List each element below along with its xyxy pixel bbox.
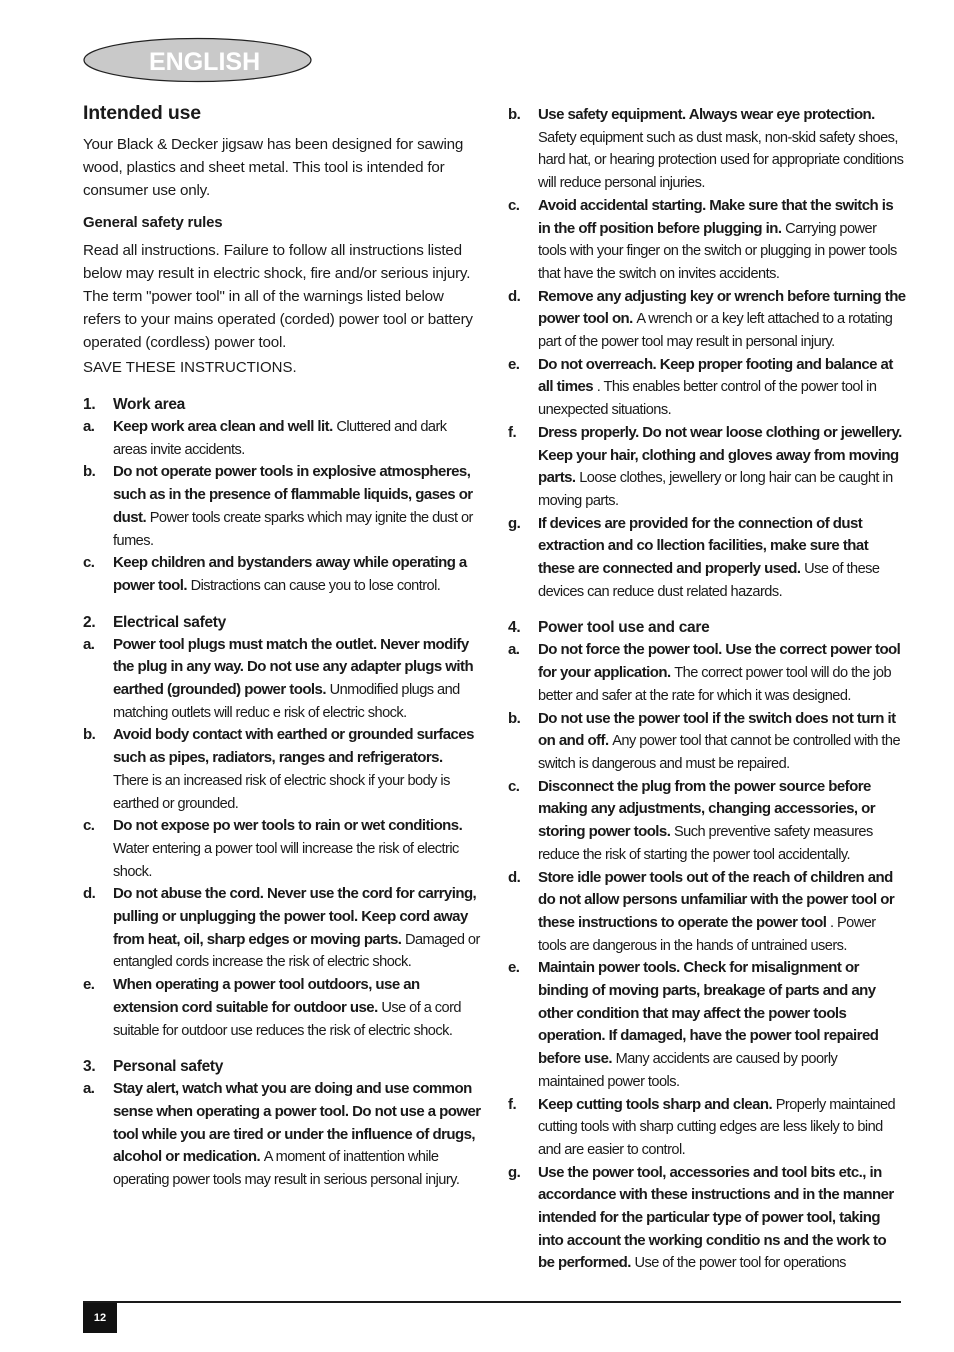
item-bold: Do not overreach. Keep proper footing and balance at all times bbox=[538, 355, 893, 396]
item-text: Any power tool that cannot be controlled with the switch is dangerous and must be repaired. bbox=[538, 733, 901, 772]
language-badge bbox=[83, 37, 312, 83]
item-text: Distractions can cause you to lose control. bbox=[190, 577, 441, 594]
item-bold: Use the power tool, accessories and tool bits etc., in accordance with these instructions and in the manner intended for the particular type of power tool, taking into account the working conditio ns and the work to be performed. bbox=[538, 1163, 894, 1272]
list-item bbox=[83, 724, 481, 815]
item-label: c. bbox=[83, 817, 95, 835]
item-bold: Power tool plugs must match the outlet. Never modify the plug in any way. Do not use any adapter plugs with earthed (grounded) power tools. bbox=[113, 635, 474, 699]
section-number: 4. bbox=[508, 619, 521, 637]
item-bold: Keep children and bystanders away while operating a power tool. bbox=[113, 554, 467, 594]
item-label: f. bbox=[508, 1095, 517, 1113]
item-label: c. bbox=[83, 554, 95, 572]
item-text: Water entering a power tool will increase the risk of electric shock. bbox=[113, 840, 459, 880]
item-text: The correct power tool will do the job better and safer at the rate for which it was designed. bbox=[538, 665, 892, 704]
list-item bbox=[83, 974, 481, 1042]
list-item bbox=[83, 815, 481, 883]
section-power-tool-use bbox=[508, 616, 906, 1275]
list-item bbox=[508, 104, 906, 195]
section-number: 2. bbox=[83, 613, 96, 631]
item-label: e. bbox=[508, 355, 520, 373]
item-bold: Keep cutting tools sharp and clean. bbox=[538, 1095, 773, 1113]
section-title: Power tool use and care bbox=[538, 619, 710, 637]
list-item bbox=[83, 461, 481, 552]
list-item bbox=[83, 416, 481, 461]
item-text: Many accidents are caused by poorly maintained power tools. bbox=[538, 1051, 838, 1090]
list-item bbox=[508, 708, 906, 776]
item-label: g. bbox=[508, 1163, 521, 1181]
item-bold: Do not operate power tools in explosive atmospheres, such as in the presence of flammable liquids, gases or dust. bbox=[113, 463, 473, 526]
list-item bbox=[508, 354, 906, 422]
item-label: d. bbox=[83, 885, 96, 903]
list-item bbox=[508, 957, 906, 1093]
item-label: b. bbox=[508, 106, 521, 123]
list-item bbox=[508, 422, 906, 513]
list-item bbox=[83, 883, 481, 974]
item-text: Damaged or entangled cords increase the risk of electric shock. bbox=[113, 931, 480, 971]
section-title: Personal safety bbox=[113, 1058, 224, 1076]
item-text: Unmodified plugs and matching outlets will reduc e risk of electric shock. bbox=[113, 682, 460, 721]
list-item bbox=[83, 634, 481, 725]
item-bold: Do not abuse the cord. Never use the cord for carrying, pulling or unplugging the power tool. Keep cord away from heat, oil, sharp edges or moving parts. bbox=[113, 885, 477, 948]
list-item bbox=[508, 195, 906, 286]
item-bold: When operating a power tool outdoors, use an extension cord suitable for outdoor use. bbox=[113, 976, 420, 1016]
item-text: Carrying power tools with your finger on the switch or plugging in power tools that have the switch on invites accidents. bbox=[538, 220, 897, 282]
section-work-area bbox=[83, 393, 481, 598]
section-number: 3. bbox=[83, 1058, 96, 1076]
page-number: 12 bbox=[83, 1303, 117, 1333]
item-label: d. bbox=[508, 868, 521, 886]
item-text: Use of the power tool for operations bbox=[634, 1255, 846, 1272]
item-text: Power tools create sparks which may ignite the dust or fumes. bbox=[113, 509, 473, 549]
list-item bbox=[508, 286, 906, 354]
item-bold: Keep work area clean and well lit. bbox=[113, 418, 333, 435]
language-label: ENGLISH bbox=[149, 48, 261, 76]
item-text: Use of a cord suitable for outdoor use reduces the risk of electric shock. bbox=[113, 999, 461, 1039]
item-text: Use of these devices can reduce dust related hazards. bbox=[538, 561, 880, 600]
left-column bbox=[83, 102, 481, 1192]
item-bold: Maintain power tools. Check for misalignment or binding of moving parts, breakage of parts and any other condition that may affect the power tools operation. If damaged, have the power tool repaired before use. bbox=[538, 959, 879, 1068]
item-bold: If devices are provided for the connection of dust extraction and co llection facilities, make sure that these are connected and properly used. bbox=[538, 514, 869, 578]
item-text: A wrench or a key left attached to a rotating part of the power tool may result in personal injury. bbox=[538, 311, 893, 351]
general-safety-text: Read all instructions. Failure to follow all instructions listed below may result in electric shock, fire and/or serious injury. The term "power tool" in all of the warnings listed below refers to your mains operated (corded) power tool or battery operated (cordless) power tool. bbox=[83, 242, 473, 351]
save-instructions: SAVE THESE INSTRUCTIONS. bbox=[83, 359, 297, 376]
item-label: a. bbox=[83, 1080, 95, 1098]
section-number: 1. bbox=[83, 396, 96, 413]
general-safety-title: General safety rules bbox=[83, 214, 223, 231]
list-item bbox=[508, 639, 906, 707]
item-label: c. bbox=[508, 196, 520, 214]
item-label: d. bbox=[508, 287, 521, 305]
item-label: b. bbox=[83, 726, 96, 744]
section-personal-safety bbox=[83, 1055, 481, 1192]
list-item bbox=[508, 1094, 906, 1162]
item-bold: Disconnect the plug from the power source before making any adjustments, changing accessories, or storing power tools. bbox=[538, 777, 876, 841]
item-bold: Store idle power tools out of the reach of children and do not allow persons unfamiliar with the power tool or these instructions to operate the power tool bbox=[538, 868, 895, 931]
item-text: Safety equipment such as dust mask, non-skid safety shoes, hard hat, or hearing protection used for appropriate conditions will reduce personal injuries. bbox=[538, 129, 904, 192]
section-electrical-safety bbox=[83, 611, 481, 1043]
item-label: b. bbox=[83, 463, 96, 481]
item-label: e. bbox=[83, 976, 95, 994]
list-item bbox=[508, 867, 906, 958]
item-text: . This enables better control of the power tool in unexpected situations. bbox=[538, 379, 877, 419]
item-bold: Stay alert, watch what you are doing and use common sense when operating a power tool. Do not use a power tool while you are tired or under the influence of drugs, alcohol or medication. bbox=[113, 1080, 481, 1166]
item-label: f. bbox=[508, 423, 517, 441]
item-label: c. bbox=[508, 777, 520, 795]
intended-use-title: Intended use bbox=[83, 102, 201, 124]
section-title: Electrical safety bbox=[113, 613, 226, 631]
item-bold: Do not force the power tool. Use the correct power tool for your application. bbox=[538, 641, 901, 682]
footer-rule bbox=[83, 1301, 901, 1303]
item-text: Such preventive safety measures reduce the risk of starting the power tool accidentally. bbox=[538, 824, 873, 863]
item-text: There is an increased risk of electric shock if your body is earthed or grounded. bbox=[113, 772, 450, 812]
item-text: Properly maintained cutting tools with sharp cutting edges are less likely to bind and are easier to control. bbox=[538, 1096, 896, 1158]
item-bold: Use safety equipment. Always wear eye protection. bbox=[538, 106, 875, 123]
right-column bbox=[508, 104, 906, 1275]
item-bold: Do not use the power tool if the switch does not turn it on and off. bbox=[538, 709, 896, 750]
item-text: . Power tools are dangerous in the hands of untrained users. bbox=[538, 914, 876, 954]
intended-use-text: Your Black & Decker jigsaw has been designed for sawing wood, plastics and sheet metal. This tool is intended for consumer use only. bbox=[83, 136, 464, 199]
item-label: a. bbox=[83, 418, 95, 435]
item-label: a. bbox=[83, 635, 95, 653]
item-text: Cluttered and dark areas invite accidents. bbox=[113, 419, 447, 458]
list-item bbox=[83, 1078, 481, 1192]
item-label: g. bbox=[508, 514, 521, 532]
item-bold: Avoid body contact with earthed or grounded surfaces such as pipes, radiators, ranges and refrigerators. bbox=[113, 726, 474, 767]
item-bold: Remove any adjusting key or wrench before turning the power tool on. bbox=[538, 287, 906, 328]
section-title: Work area bbox=[113, 396, 185, 413]
item-text: A moment of inattention while operating power tools may result in serious personal injury. bbox=[113, 1149, 460, 1189]
item-bold: Dress properly. Do not wear loose clothing or jewellery. Keep your hair, clothing and gloves away from moving parts. bbox=[538, 423, 902, 487]
item-label: e. bbox=[508, 959, 520, 977]
item-text: Loose clothes, jewellery or long hair can be caught in moving parts. bbox=[538, 470, 893, 509]
list-item bbox=[83, 552, 481, 597]
item-bold: Do not expose po wer tools to rain or wet conditions. bbox=[113, 817, 463, 835]
list-item bbox=[508, 1162, 906, 1276]
item-bold: Avoid accidental starting. Make sure that the switch is in the off position before plugging in. bbox=[538, 196, 894, 237]
list-item bbox=[508, 513, 906, 604]
item-label: b. bbox=[508, 709, 521, 727]
item-label: a. bbox=[508, 641, 520, 659]
list-item bbox=[508, 776, 906, 867]
